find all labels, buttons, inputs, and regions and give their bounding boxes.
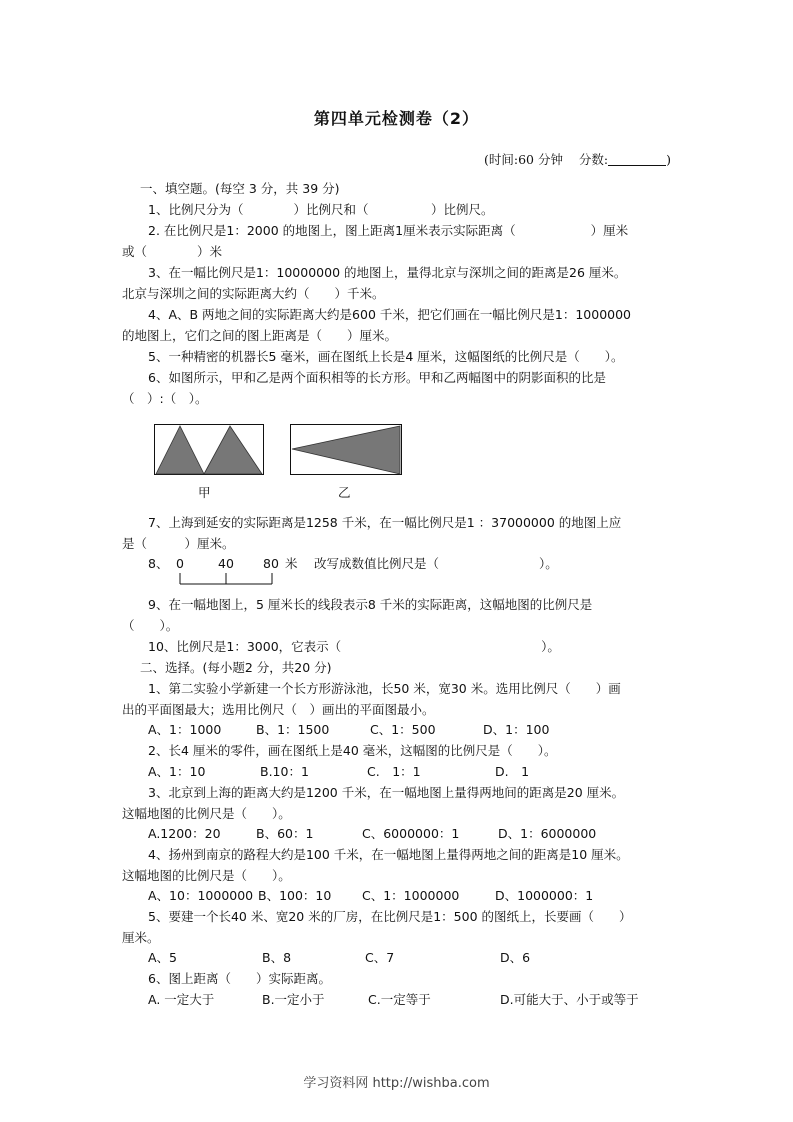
option: D、1000000：1 — [495, 888, 594, 903]
figure-label-jia: 甲 — [198, 485, 211, 500]
question-line: 厘米。 — [122, 930, 160, 945]
question-line: 9、在一幅地图上，5 厘米长的线段表示8 千米的实际距离，这幅地图的比例尺是 — [148, 597, 593, 612]
option: C、7 — [365, 950, 395, 965]
figure-jia — [154, 424, 264, 476]
question-line: 北京与深圳之间的实际距离大约（ ）千米。 — [122, 286, 385, 301]
question-line: 6、如图所示，甲和乙是两个面积相等的长方形。甲和乙两幅图中的阴影面积的比是 — [148, 370, 606, 385]
question-line: 3、北京到上海的距离大约是1200 千米，在一幅地图上量得两地间的距离是20 厘米。 — [148, 785, 625, 800]
question-line: 4、A、B 两地之间的实际距离大约是600 千米，把它们画在一幅比例尺是1：1000000 — [148, 307, 632, 322]
option: D、6 — [500, 950, 531, 965]
question-line: 5、要建一个长40 米、宽20 米的厂房，在比例尺是1：500 的图纸上，长要画（ ） — [148, 909, 632, 924]
question-line: 5、一种精密的机器长5 毫米，画在图纸上长是4 厘米，这幅图纸的比例尺是（ ）。 — [148, 349, 624, 364]
question-line: 1、比例尺分为（ ）比例尺和（ ）比例尺。 — [148, 202, 494, 217]
question-line: 出的平面图最大；选用比例尺（ ）画出的平面图最小。 — [122, 702, 435, 717]
footer-watermark: 学习资料网 http://wishba.com — [303, 1076, 490, 1091]
option: B.10：1 — [260, 764, 309, 779]
score-close: ) — [666, 152, 671, 167]
page-title: 第四单元检测卷（2） — [313, 109, 480, 128]
question-line: （ ）。 — [122, 618, 179, 633]
question-line: 10、比例尺是1：3000，它表示（ ）。 — [148, 639, 560, 654]
time-score-header — [484, 150, 671, 168]
question-line: 3、在一幅比例尺是1：10000000 的地图上，量得北京与深圳之间的距离是26 厘米。 — [148, 265, 627, 280]
q8-number: 8、 — [148, 556, 169, 571]
q8-text: 改写成数值比例尺是（ ）。 — [314, 556, 558, 571]
question-line: 这幅地图的比例尺是（ ）。 — [122, 806, 291, 821]
option: A、5 — [148, 950, 178, 965]
score-label: 分数: — [578, 152, 609, 167]
line-scale — [176, 572, 276, 588]
option: B、100：10 — [258, 888, 332, 903]
section-1-heading: 一、填空题。(每空 3 分，共 39 分) — [140, 181, 340, 196]
question-line: 是（ ）厘米。 — [122, 536, 235, 551]
option: B、60：1 — [256, 826, 314, 841]
option: C、1：1000000 — [362, 888, 460, 903]
option: A.1200：20 — [148, 826, 221, 841]
option: B、8 — [262, 950, 292, 965]
time-limit: (时间:60 分钟 — [484, 152, 563, 167]
option: A、1：1000 — [148, 722, 222, 737]
question-line: 或（ ）米 — [122, 244, 223, 259]
option: D、1：6000000 — [498, 826, 597, 841]
question-line: （ ）:（ ）。 — [122, 391, 208, 406]
option: A. 一定大于 — [148, 992, 215, 1007]
option: D.可能大于、小于或等于 — [500, 992, 639, 1007]
section-2-heading: 二、选择。(每小题2 分，共20 分) — [140, 660, 332, 675]
option: C.一定等于 — [368, 992, 431, 1007]
question-line: 2、长4 厘米的零件，画在图纸上是40 毫米，这幅图的比例尺是（ ）。 — [148, 743, 557, 758]
scale-tick-0: 0 — [176, 556, 184, 571]
option: B、1：1500 — [256, 722, 330, 737]
question-line: 7、上海到延安的实际距离是1258 千米，在一幅比例尺是1 ：37000000 的地图上应 — [148, 515, 622, 530]
figure-yi — [290, 424, 403, 476]
question-line: 的地图上，它们之间的图上距离是（ ）厘米。 — [122, 328, 398, 343]
scale-tick-80: 80 — [263, 556, 279, 571]
question-line: 1、第二实验小学新建一个长方形游泳池，长50 米，宽30 米。选用比例尺（ ）画 — [148, 681, 621, 696]
score-blank — [608, 153, 666, 166]
option: C、6000000：1 — [362, 826, 460, 841]
question-line: 这幅地图的比例尺是（ ）。 — [122, 868, 291, 883]
question-line: 4、扬州到南京的路程大约是100 千米，在一幅地图上量得两地之间的距离是10 厘米。 — [148, 847, 629, 862]
question-line: 2. 在比例尺是1：2000 的地图上，图上距离1厘米表示实际距离（ ）厘米 — [148, 223, 629, 238]
scale-unit: 米 — [285, 556, 298, 571]
question-line: 6、图上距离（ ）实际距离。 — [148, 971, 331, 986]
scale-tick-40: 40 — [218, 556, 234, 571]
figure-label-yi: 乙 — [338, 485, 351, 500]
option: A、1：10 — [148, 764, 206, 779]
option: C. 1：1 — [367, 764, 421, 779]
option: B.一定小于 — [262, 992, 325, 1007]
option: D、1：100 — [483, 722, 550, 737]
option: C、1：500 — [370, 722, 436, 737]
option: A、10：1000000 — [148, 888, 254, 903]
option: D. 1 — [495, 764, 530, 779]
